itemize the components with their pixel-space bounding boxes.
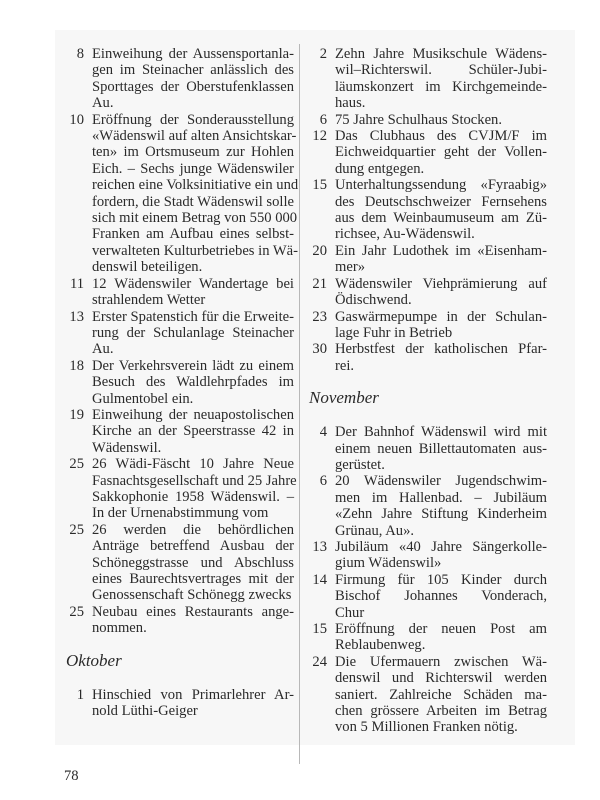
entry-text-line: eines Baurechtsvertrages mit der: [92, 571, 294, 587]
entry-text-line: Anträge betreffend Ausbau der: [92, 538, 294, 555]
entry-text-line: sich mit einem Betrag von 550 000: [92, 210, 298, 227]
entry-text-line: Zehn Jahre Musikschule Wädens-: [335, 46, 547, 62]
entry-text-line: Gulmentobel ein.: [92, 390, 194, 407]
entry-text-line: Firmung für 105 Kinder durch: [335, 571, 547, 588]
entry-text-line: Einweihung der neuapostolischen: [92, 406, 294, 423]
entry-day: 18: [69, 357, 84, 374]
chronicle-entry: [307, 539, 547, 572]
entry-text-line: verwalteten Kulturbetriebes in Wä-: [92, 242, 298, 259]
entry-text-line: Sakkophonie 1958 Wädenswil. –: [92, 488, 294, 505]
entry-text-line: Eich. – Sechs junge Wädenswiler: [92, 160, 294, 177]
entry-text-line: In der Urnenabstimmung vom: [92, 505, 269, 522]
entry-day: 6: [319, 473, 327, 490]
chronicle-entry: [307, 473, 547, 539]
chronicle-entry: [64, 407, 294, 456]
entry-day: 12: [312, 128, 327, 145]
entry-text-line: aus dem Weinbaumuseum am Zü-: [335, 210, 547, 227]
entry-text-line: strahlendem Wetter: [92, 292, 206, 309]
entry-text-line: reichen eine Volksinitiative ein und: [92, 177, 299, 194]
chronicle-entry: [307, 243, 547, 276]
entry-text-line: des Deutschschweizer Fernsehens: [335, 193, 547, 210]
chronicle-entry: [64, 687, 294, 720]
entry-text-line: ten» im Ortsmuseum zur Hohlen: [92, 144, 294, 161]
entry-text-line: von 5 Millionen Franken nötig.: [335, 719, 518, 736]
month-heading-november: November: [309, 388, 379, 408]
entry-text-line: läumskonzert im Kirchgemeinde-: [335, 78, 547, 95]
entry-text-line: einem neuen Billettautomaten aus-: [335, 440, 547, 457]
entry-day: 25: [69, 603, 84, 620]
column-divider: [299, 44, 300, 764]
entry-day: 20: [312, 242, 327, 259]
entry-text-line: Erster Spatenstich für die Erweite-: [92, 308, 294, 325]
entry-text-line: Das Clubhaus des CVJM/F im: [335, 128, 547, 145]
entry-text-line: saniert. Zahlreiche Schäden ma-: [335, 686, 547, 703]
entry-text-line: Gaswärmepumpe in der Schulan-: [335, 308, 547, 325]
chronicle-entry: [307, 572, 547, 621]
chronicle-entry: [64, 522, 294, 604]
entry-day: 25: [69, 521, 84, 538]
chronicle-entry: [307, 46, 547, 112]
chronicle-entry: [64, 309, 294, 358]
left-column: [64, 46, 299, 720]
chronicle-entry: [64, 456, 297, 522]
entry-text-line: 26 Wädi-Fäscht 10 Jahre Neue: [92, 456, 294, 473]
chronicle-entry: [307, 128, 547, 177]
chronicle-entry: [64, 111, 299, 276]
chronicle-entries-november: [307, 424, 547, 736]
entry-text-line: «Wädenswil auf alten Ansichtskar-: [92, 128, 297, 145]
chronicle-entry: [307, 424, 547, 473]
entry-text-line: wil–Richterswil. Schüler-Jubi-: [335, 62, 547, 79]
entry-text-line: Kirche an der Speerstrasse 42 in: [92, 423, 294, 440]
entry-text-line: 75 Jahre Schulhaus Stocken.: [335, 111, 502, 128]
entry-day: 13: [312, 538, 327, 555]
chronicle-entry: [64, 276, 294, 309]
chronicle-entry: [307, 177, 547, 243]
entry-text-line: Besuch des Waldlehrpfades im: [92, 374, 294, 391]
entry-text-line: lage Fuhr in Betrieb: [335, 324, 453, 341]
entry-text-line: Wädenswil.: [92, 439, 162, 456]
entry-day: 2: [319, 46, 327, 62]
entry-text-line: Eichweidquartier geht der Vollen-: [335, 144, 547, 161]
entry-text-line: nommen.: [92, 620, 147, 637]
chronicle-entry: [64, 358, 294, 407]
entry-text-line: Fasnachtsgesellschaft und 25 Jahre: [92, 472, 297, 489]
entry-text-line: Eröffnung der Sonderausstellung: [92, 111, 294, 128]
entry-day: 21: [312, 275, 327, 292]
entry-text-line: Au.: [92, 341, 114, 358]
chronicle-entry: [307, 621, 547, 654]
entry-text-line: mer»: [335, 259, 365, 276]
entry-text-line: richsee, Au-Wädenswil.: [335, 226, 475, 243]
entry-text-line: Der Verkehrsverein lädt zu einem: [92, 357, 294, 374]
chronicle-entries-oktober: [64, 687, 294, 720]
page-number: 78: [64, 768, 79, 784]
entry-day: 24: [312, 653, 327, 670]
entry-day: 11: [69, 275, 84, 292]
entry-text-line: Ödischwend.: [335, 292, 412, 309]
entry-text-line: Au.: [92, 95, 114, 112]
entry-text-line: dung entgegen.: [335, 160, 425, 177]
entry-text-line: Der Bahnhof Wädenswil wird mit: [335, 424, 547, 441]
entry-text-line: gium Wädenswil»: [335, 555, 442, 572]
entry-text-line: Neubau eines Restaurants ange-: [92, 603, 294, 620]
entry-day: 15: [312, 177, 327, 194]
entry-day: 23: [312, 308, 327, 325]
entry-day: 15: [312, 621, 327, 637]
entry-day: 13: [69, 308, 84, 325]
chronicle-entry: [307, 654, 547, 736]
chronicle-entry: [64, 46, 294, 112]
chronicle-entry: [64, 604, 294, 637]
entry-text-line: Sporttages der Oberstufenklassen: [92, 78, 294, 95]
chronicle-entry: [307, 112, 547, 128]
entry-day: 30: [312, 341, 327, 358]
entry-day: 4: [319, 424, 327, 441]
entry-text-line: nold Lüthi-Geiger: [92, 703, 198, 720]
entry-text-line: fordern, die Stadt Wädenswil solle: [92, 193, 294, 210]
entry-text-line: Franken am Aufbau eines selbst-: [92, 226, 294, 243]
entry-day: 25: [69, 456, 84, 473]
entry-day: 19: [69, 406, 84, 423]
entry-text-line: Jubiläum «40 Jahre Sängerkolle-: [335, 538, 547, 555]
entry-text-line: Ein Jahr Ludothek im «Eisenham-: [335, 242, 547, 259]
entry-text-line: rung der Schulanlage Steinacher: [92, 324, 294, 341]
chronicle-entry: [307, 309, 547, 342]
chronicle-entry: [307, 276, 547, 309]
entry-text-line: 12 Wädenswiler Wandertage bei: [92, 275, 294, 292]
entry-text-line: denswil beteiligen.: [92, 259, 203, 276]
entry-day: 8: [76, 46, 84, 62]
entry-text-line: Unterhaltungssendung «Fyraabig»: [335, 177, 547, 194]
entry-text-line: Bischof Johannes Vonderach,: [335, 588, 547, 605]
entry-text-line: Einweihung der Aussensportanla-: [92, 46, 294, 62]
entry-text-line: Eröffnung der neuen Post am: [335, 621, 547, 637]
chronicle-entry: [307, 341, 547, 374]
entry-text-line: Grünau, Au».: [335, 522, 415, 539]
entry-text-line: Die Ufermauern zwischen Wä-: [335, 653, 547, 670]
entry-day: 1: [76, 686, 84, 703]
entry-text-line: Schöneggstrasse und Abschluss: [92, 554, 294, 571]
entry-text-line: denswil und Richterswil werden: [335, 670, 547, 687]
entry-day: 14: [312, 571, 327, 588]
entry-text-line: «Zehn Jahre Stiftung Kinderheim: [335, 506, 547, 523]
entry-text-line: men im Hallenbad. – Jubiläum: [335, 489, 547, 506]
entry-text-line: 26 werden die behördlichen: [92, 521, 294, 538]
month-heading-oktober: Oktober: [66, 650, 122, 670]
entry-text-line: chen grössere Arbeiten im Betrag: [335, 703, 547, 720]
right-column: [307, 46, 547, 736]
entry-day: 10: [69, 111, 84, 128]
entry-text-line: rei.: [335, 357, 355, 374]
entry-text-line: Reblaubenweg.: [335, 637, 426, 654]
entry-text-line: Herbstfest der katholischen Pfar-: [335, 341, 547, 358]
entry-text-line: Hinschied von Primarlehrer Ar-: [92, 686, 294, 703]
entry-day: 6: [319, 111, 327, 128]
entry-text-line: gen im Steinacher anlässlich des: [92, 62, 294, 79]
entry-text-line: Wädenswiler Viehprämierung auf: [335, 275, 547, 292]
entry-text-line: gerüstet.: [335, 456, 385, 473]
entry-text-line: Chur: [335, 604, 365, 621]
entry-text-line: 20 Wädenswiler Jugendschwim-: [335, 473, 547, 490]
chronicle-entries-right: [307, 46, 547, 374]
chronicle-entries-left: [64, 46, 299, 637]
entry-text-line: Genossenschaft Schönegg zwecks: [92, 587, 292, 604]
entry-text-line: haus.: [335, 95, 366, 112]
